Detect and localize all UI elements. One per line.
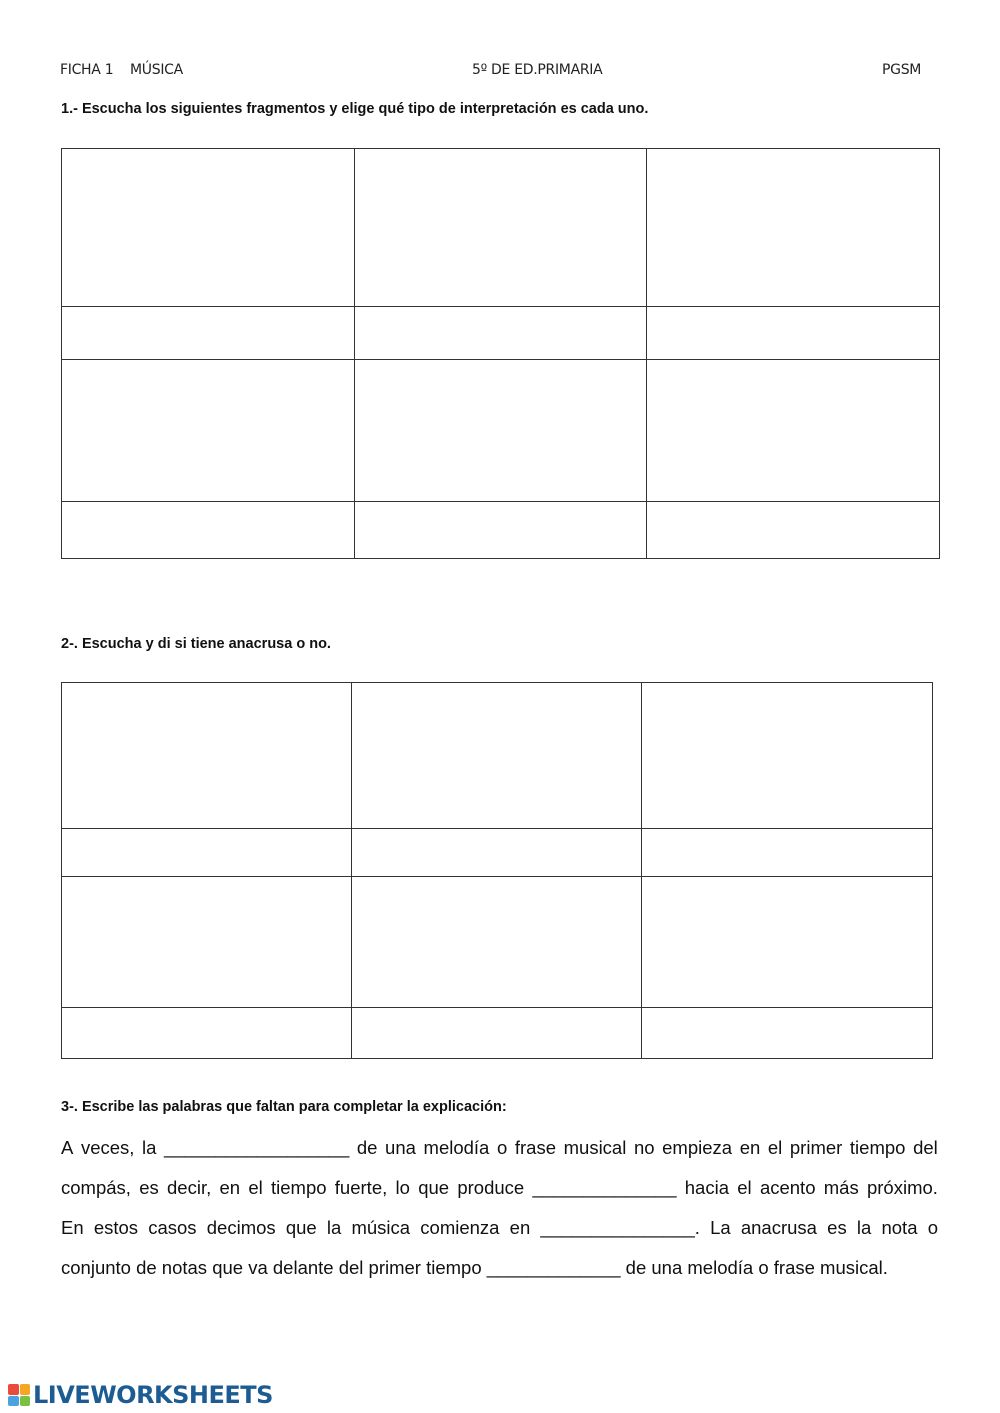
paragraph-word: en [739, 1137, 761, 1158]
answer-cell[interactable] [642, 1008, 933, 1059]
worksheet-number: FICHA 1 [60, 62, 114, 78]
fill-in-paragraph-line [61, 1217, 938, 1239]
paragraph-word: es [139, 1177, 159, 1198]
answer-cell[interactable] [647, 360, 940, 502]
answer-cell[interactable] [62, 1008, 352, 1059]
paragraph-word: el [248, 1177, 263, 1198]
answer-cell[interactable] [62, 502, 355, 559]
fill-in-paragraph-line [61, 1177, 938, 1199]
answer-cell[interactable] [354, 360, 647, 502]
answer-cell[interactable] [62, 829, 352, 877]
fill-in-paragraph-line [61, 1137, 938, 1159]
paragraph-word: melodía [423, 1137, 490, 1158]
paragraph-word: decimos [206, 1217, 276, 1238]
paragraph-word: acento [759, 1177, 816, 1198]
logo-tile [20, 1396, 31, 1407]
paragraph-word: En [61, 1217, 84, 1238]
paragraph-word: veces, [80, 1137, 135, 1158]
paragraph-word: lo [395, 1177, 410, 1198]
paragraph-word: es [827, 1217, 847, 1238]
answer-cell[interactable] [62, 149, 355, 307]
paragraph-word: de [356, 1137, 378, 1158]
paragraph-word: la [856, 1217, 872, 1238]
answer-cell[interactable] [647, 502, 940, 559]
answer-cell[interactable] [352, 877, 642, 1008]
paragraph-word: musical [563, 1137, 627, 1158]
paragraph-word: del [913, 1137, 938, 1158]
logo-tile [20, 1384, 31, 1395]
paragraph-word: la [326, 1217, 342, 1238]
answer-cell[interactable] [354, 149, 647, 307]
paragraph-word: nota [881, 1217, 918, 1238]
answer-blank[interactable]: ______________ [532, 1177, 677, 1198]
question-2-prompt: 2-. Escucha y di si tiene anacrusa o no. [61, 636, 331, 652]
paragraph-word: próximo. [866, 1177, 938, 1198]
paragraph-word: no [633, 1137, 655, 1158]
paragraph-word: anacrusa [740, 1217, 817, 1238]
paragraph-word: más [823, 1177, 859, 1198]
paragraph-word: tiempo [849, 1137, 906, 1158]
paragraph-word: hacia [684, 1177, 729, 1198]
question-1-answer-grid [61, 148, 940, 559]
answer-cell[interactable] [352, 829, 642, 877]
answer-cell[interactable] [352, 1008, 642, 1059]
liveworksheets-logo-icon [8, 1384, 30, 1406]
paragraph-text: conjunto de notas que va delante del primer tiempo _____________ de una melodía o frase musical. [61, 1257, 888, 1278]
paragraph-word: en [219, 1177, 241, 1198]
logo-tile [8, 1384, 19, 1395]
paragraph-word: o [496, 1137, 508, 1158]
paragraph-word: fuerte, [334, 1177, 388, 1198]
answer-cell[interactable] [352, 683, 642, 829]
paragraph-word: casos [148, 1217, 197, 1238]
paragraph-word: en [509, 1217, 531, 1238]
answer-cell[interactable] [642, 829, 933, 877]
question-3-prompt: 3-. Escribe las palabras que faltan para completar la explicación: [61, 1099, 507, 1115]
paragraph-word: o [927, 1217, 938, 1238]
paragraph-word: estos [93, 1217, 139, 1238]
paragraph-word: A [61, 1137, 74, 1158]
grade-label: 5º DE ED.PRIMARIA [472, 62, 603, 78]
answer-cell[interactable] [62, 683, 352, 829]
answer-cell[interactable] [642, 877, 933, 1008]
paragraph-word: tiempo [271, 1177, 327, 1198]
paragraph-word: comienza [420, 1217, 500, 1238]
liveworksheets-logo[interactable] [8, 1380, 273, 1410]
question-2-answer-grid [61, 682, 933, 1059]
answer-cell[interactable] [62, 877, 352, 1008]
paragraph-word: la [142, 1137, 157, 1158]
answer-cell[interactable] [354, 307, 647, 360]
paragraph-word: produce [457, 1177, 525, 1198]
answer-cell[interactable] [647, 149, 940, 307]
fill-in-paragraph-line [61, 1257, 938, 1279]
logo-tile [8, 1396, 19, 1407]
paragraph-word: empieza [662, 1137, 733, 1158]
paragraph-word: una [385, 1137, 416, 1158]
paragraph-word: La [710, 1217, 731, 1238]
answer-cell[interactable] [62, 360, 355, 502]
answer-cell[interactable] [642, 683, 933, 829]
paragraph-word: el [737, 1177, 752, 1198]
question-1-prompt: 1.- Escucha los siguientes fragmentos y elige qué tipo de interpretación es cada uno. [61, 101, 649, 117]
answer-blank[interactable]: _______________. [540, 1217, 700, 1238]
answer-cell[interactable] [354, 502, 647, 559]
answer-blank[interactable]: __________________ [164, 1137, 350, 1158]
paragraph-word: que [418, 1177, 450, 1198]
paragraph-word: compás, [61, 1177, 131, 1198]
subject-title: MÚSICA [130, 62, 183, 78]
liveworksheets-brand-text: LIVEWORKSHEETS [33, 1381, 273, 1409]
author-initials: PGSM [882, 62, 922, 78]
paragraph-word: que [285, 1217, 317, 1238]
answer-cell[interactable] [647, 307, 940, 360]
paragraph-word: decir, [167, 1177, 212, 1198]
answer-cell[interactable] [62, 307, 355, 360]
paragraph-word: el [767, 1137, 783, 1158]
paragraph-word: primer [789, 1137, 843, 1158]
paragraph-word: música [351, 1217, 411, 1238]
paragraph-word: frase [514, 1137, 557, 1158]
